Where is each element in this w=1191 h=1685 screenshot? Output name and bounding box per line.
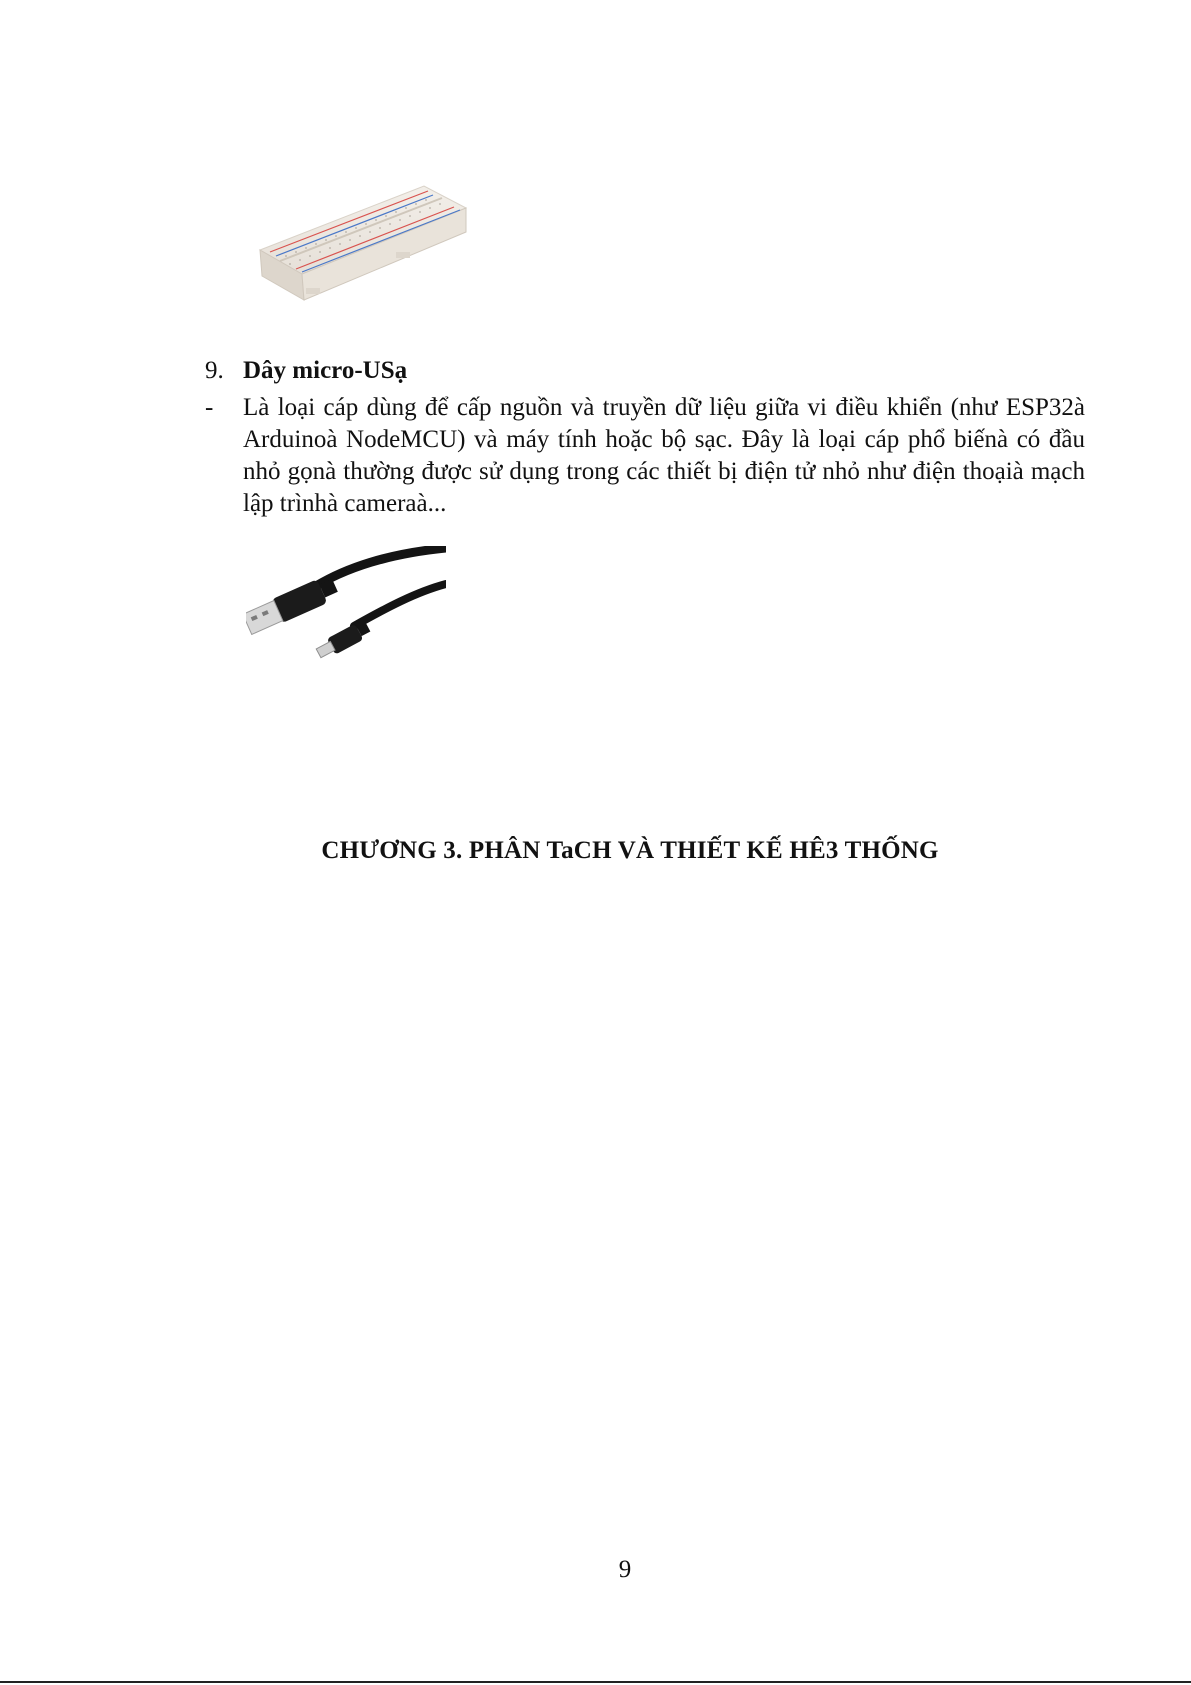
bullet-paragraph [205,392,1085,520]
micro-usb-cable-image [246,546,446,668]
section-title: Dây micro-USạ [243,357,408,384]
paragraph-text: Là loại cáp dùng để cấp nguồn và truyền dữ liệu giữa vi điều khiển (như ESP32à Arduinoà NodeMCU) và máy tính hoặc bộ sạc. Đây là loại cáp phổ biếnà có đầu nhỏ gọnà thường được sử dụng trong các thiết bị điện tử nhỏ như điện thoạià mạch lập trìnhà cameraà... [243,394,1085,517]
bottom-divider [0,1681,1191,1683]
page-number: 9 [618,1556,632,1583]
breadboard-image [256,178,468,320]
section-number: 9. [205,357,224,384]
section-heading [205,355,407,387]
bullet-marker: - [205,394,214,421]
chapter-title: CHƯƠNG 3. PHÂN TaCH VÀ THIẾT KẾ HÊ3 THỐNG [321,837,939,864]
